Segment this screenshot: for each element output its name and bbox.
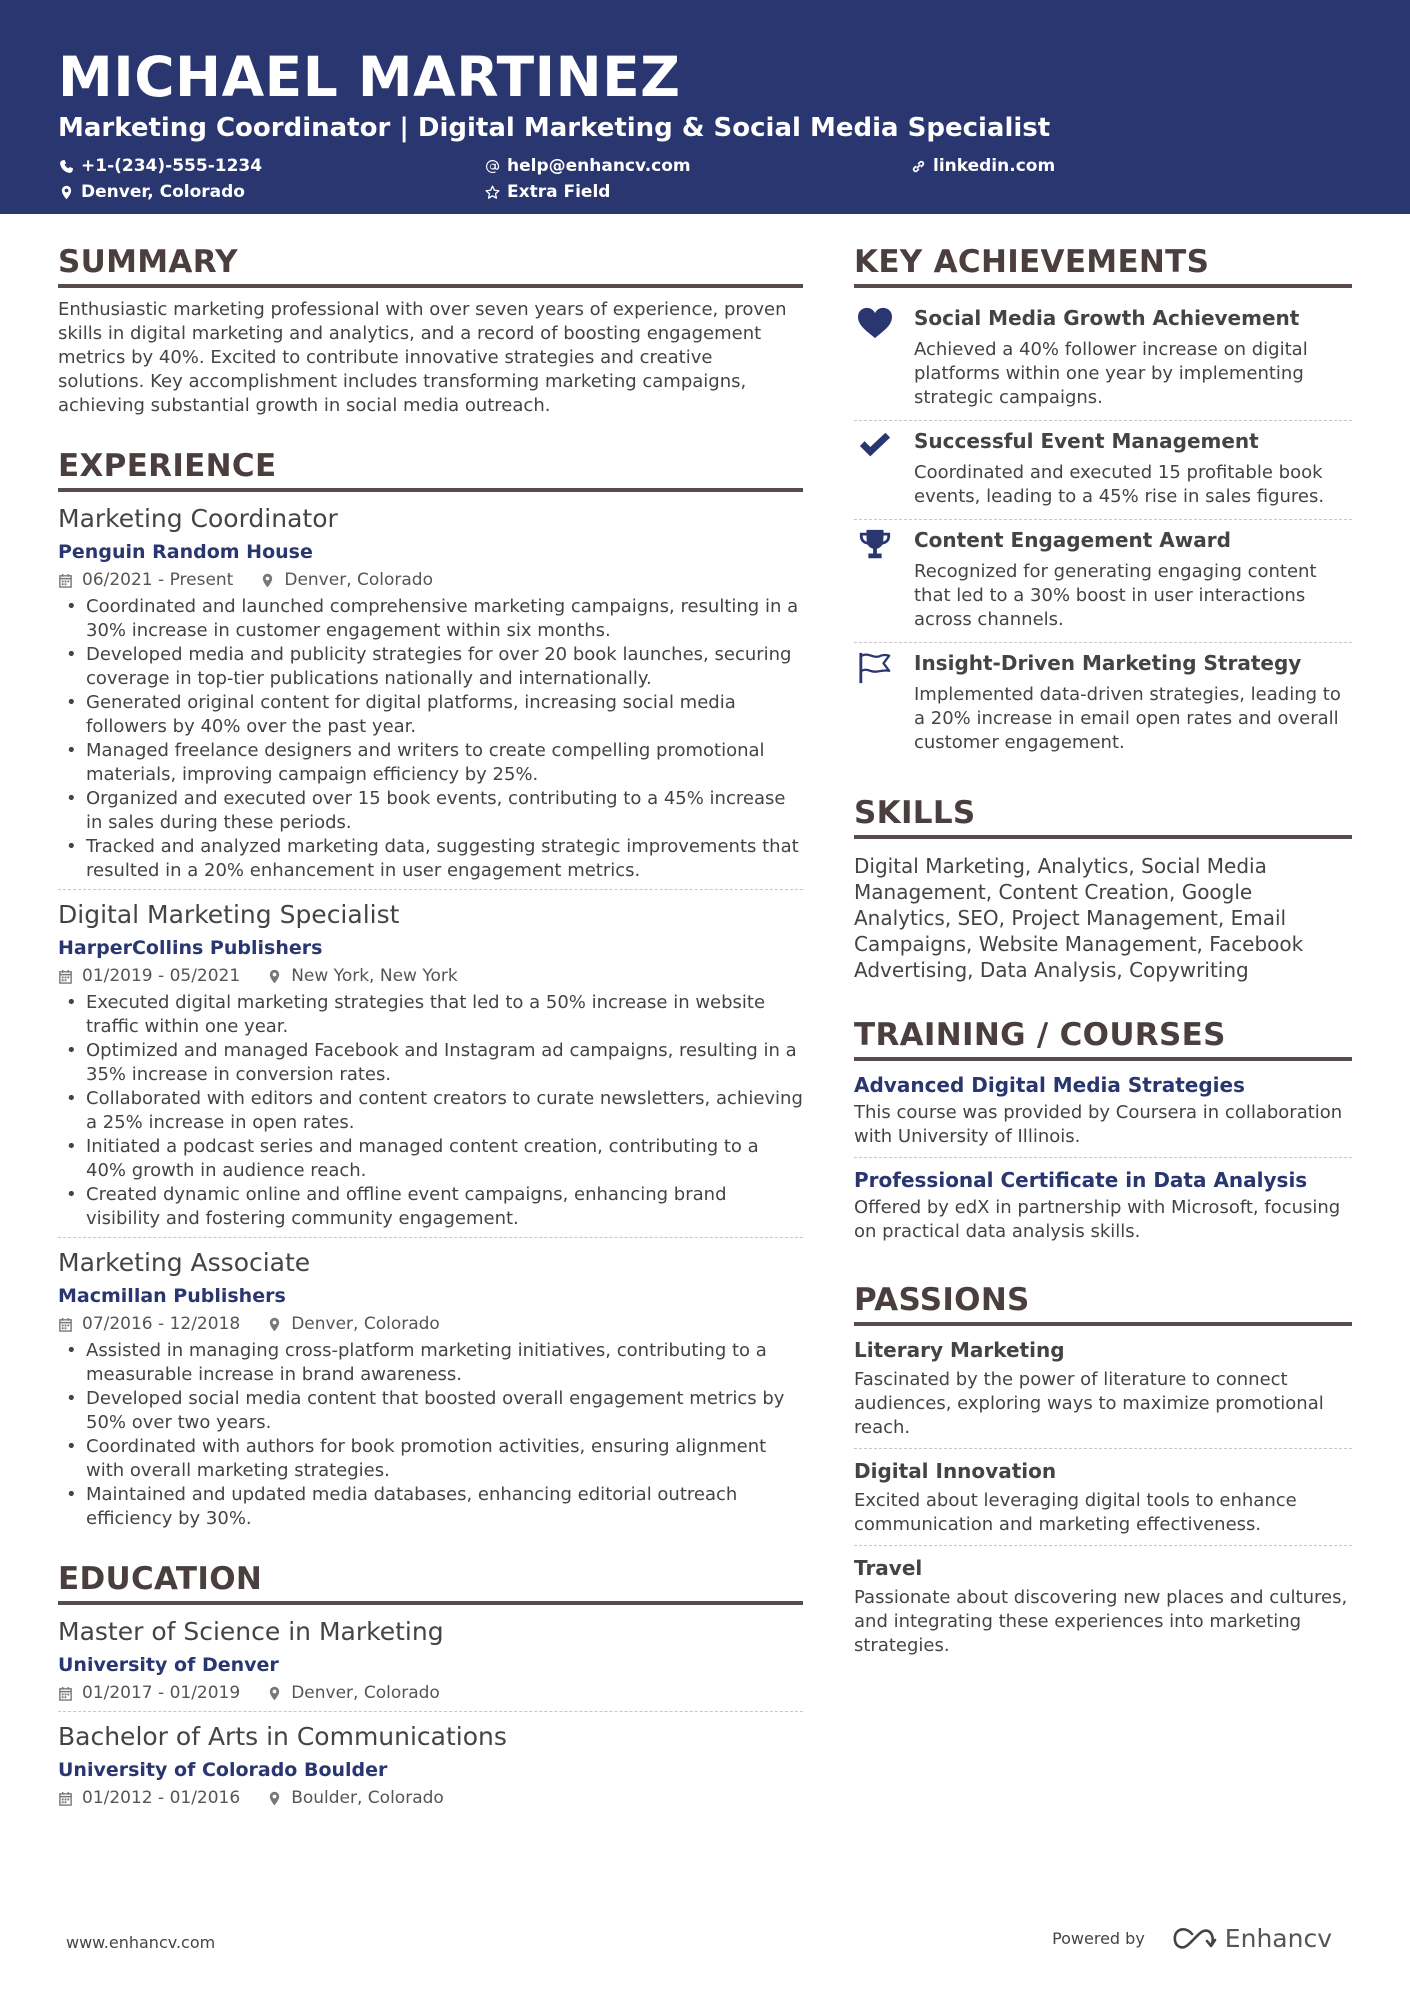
location-pin-icon [260, 573, 275, 588]
bullet-item: • Maintained and updated media databases, enhancing editorial outreach efficiency by 30%. [58, 1483, 803, 1531]
email-text: help@enhancv.com [507, 156, 691, 176]
passions-heading: PASSIONS [854, 1280, 1352, 1326]
calendar-icon [58, 1317, 73, 1332]
job-title: Marketing Associate [58, 1248, 311, 1277]
candidate-title: Marketing Coordinator | Digital Marketing & Social Media Specialist [58, 113, 1051, 143]
skills-heading: SKILLS [854, 793, 1352, 839]
training-section [854, 1015, 1352, 1252]
summary-heading: SUMMARY [58, 242, 803, 288]
training-heading: TRAINING / COURSES [854, 1015, 1352, 1061]
bullet-item: • Executed digital marketing strategies that led to a 50% increase in website traffic within one year. [58, 991, 803, 1039]
job-meta [58, 964, 803, 988]
bullet-item: • Assisted in managing cross-platform marketing initiatives, contributing to a measurable increase in brand awareness. [58, 1339, 803, 1387]
contact-linkedin[interactable] [910, 156, 1310, 176]
achievement-desc: Implemented data-driven strategies, leading to a 20% increase in email open rates and overall customer engagement. [914, 684, 1341, 753]
education-location: Boulder, Colorado [291, 1788, 444, 1808]
left-column [58, 242, 803, 1844]
star-icon [484, 184, 500, 200]
bullet-item: • Organized and executed over 15 book events, contributing to a 45% increase in sales during these periods. [58, 787, 803, 835]
job-dates: 06/2021 - Present [82, 570, 234, 590]
candidate-name: MICHAEL MARTINEZ [58, 45, 681, 109]
location-pin-icon [267, 1317, 282, 1332]
course-desc: This course was provided by Coursera in collaboration with University of Illinois. [854, 1102, 1343, 1147]
school-name: University of Colorado Boulder [58, 1759, 388, 1781]
heart-icon [856, 306, 894, 340]
education-meta [58, 1681, 803, 1705]
enhancv-logo-icon [1171, 1926, 1217, 1952]
passion-desc: Fascinated by the power of literature to connect audiences, exploring ways to maximize promotional reach. [854, 1369, 1324, 1438]
degree-title: Bachelor of Arts in Communications [58, 1722, 507, 1751]
resume-header [0, 0, 1410, 214]
job-location: Denver, Colorado [291, 1314, 440, 1334]
location-pin-icon [267, 1686, 282, 1701]
achievement-item [854, 643, 1352, 765]
location-pin-icon [267, 969, 282, 984]
footer-website[interactable]: www.enhancv.com [66, 1933, 216, 1952]
phone-icon [58, 158, 74, 174]
education-dates: 01/2017 - 01/2019 [82, 1683, 241, 1703]
contact-location [58, 182, 484, 202]
powered-by-text: Powered by [1052, 1929, 1145, 1948]
education-entry [58, 1720, 803, 1816]
bullet-item: • Generated original content for digital platforms, increasing social media followers by 40% over the past year. [58, 691, 803, 739]
experience-heading: EXPERIENCE [58, 446, 803, 492]
bullet-item: • Coordinated with authors for book promotion activities, ensuring alignment with overall marketing strategies. [58, 1435, 803, 1483]
extra-text: Extra Field [507, 182, 611, 202]
check-icon [856, 429, 894, 463]
job-bullets [58, 1339, 803, 1531]
link-icon [910, 158, 926, 174]
company-name: Penguin Random House [58, 541, 313, 563]
enhancv-logo[interactable] [1171, 1924, 1332, 1953]
passion-item [854, 1457, 1352, 1546]
company-name: Macmillan Publishers [58, 1285, 286, 1307]
passion-title: Travel [854, 1556, 923, 1580]
job-location: Denver, Colorado [284, 570, 433, 590]
achievements-section [854, 242, 1352, 765]
passion-item [854, 1336, 1352, 1449]
passion-title: Digital Innovation [854, 1459, 1057, 1483]
bullet-item: • Coordinated and launched comprehensive marketing campaigns, resulting in a 30% increase in customer engagement within six months. [58, 595, 803, 643]
location-pin-icon [267, 1791, 282, 1806]
experience-section [58, 446, 803, 1537]
passion-item [854, 1554, 1352, 1666]
linkedin-text: linkedin.com [933, 156, 1056, 176]
education-section [58, 1559, 803, 1816]
at-icon [484, 158, 500, 174]
bullet-item: • Managed freelance designers and writers to create compelling promotional materials, improving campaign efficiency by 25%. [58, 739, 803, 787]
passion-desc: Passionate about discovering new places and cultures, and integrating these experiences into marketing strategies. [854, 1587, 1348, 1656]
brand-name: Enhancv [1224, 1924, 1332, 1953]
course-title: Professional Certificate in Data Analysis [854, 1168, 1308, 1192]
course-desc: Offered by edX in partnership with Microsoft, focusing on practical data analysis skills. [854, 1197, 1341, 1242]
achievement-title: Social Media Growth Achievement [914, 306, 1300, 330]
achievement-item [854, 298, 1352, 421]
location-text: Denver, Colorado [81, 182, 245, 202]
contact-phone[interactable] [58, 156, 484, 176]
course-title: Advanced Digital Media Strategies [854, 1073, 1245, 1097]
achievement-title: Insight-Driven Marketing Strategy [914, 651, 1302, 675]
job-entry [58, 898, 803, 1238]
education-entry [58, 1615, 803, 1712]
location-pin-icon [58, 184, 74, 200]
contact-email[interactable] [484, 156, 910, 176]
job-dates: 01/2019 - 05/2021 [82, 966, 241, 986]
course-item [854, 1071, 1352, 1158]
job-entry [58, 1246, 803, 1537]
job-meta [58, 1312, 803, 1336]
company-name: HarperCollins Publishers [58, 937, 323, 959]
achievement-title: Successful Event Management [914, 429, 1259, 453]
achievement-item [854, 421, 1352, 520]
job-title: Marketing Coordinator [58, 504, 338, 533]
job-title: Digital Marketing Specialist [58, 900, 400, 929]
job-entry [58, 502, 803, 890]
job-location: New York, New York [291, 966, 458, 986]
job-dates: 07/2016 - 12/2018 [82, 1314, 241, 1334]
bullet-item: • Optimized and managed Facebook and Instagram ad campaigns, resulting in a 35% increase in conversion rates. [58, 1039, 803, 1087]
education-heading: EDUCATION [58, 1559, 803, 1605]
calendar-icon [58, 969, 73, 984]
skills-section [854, 793, 1352, 983]
phone-text: +1-(234)-555-1234 [81, 156, 263, 176]
contact-list [58, 156, 1352, 202]
achievement-item [854, 520, 1352, 643]
achievements-heading: KEY ACHIEVEMENTS [854, 242, 1352, 288]
degree-title: Master of Science in Marketing [58, 1617, 444, 1646]
skills-text: Digital Marketing, Analytics, Social Media Management, Content Creation, Google Analytics, SEO, Project Management, Email Campaigns, Website Management, Facebook Advertising, Data Analysis, Copywriting [854, 854, 1304, 982]
bullet-item: • Developed media and publicity strategies for over 20 book launches, securing coverage in top-tier publications nationally and internationally. [58, 643, 803, 691]
education-location: Denver, Colorado [291, 1683, 440, 1703]
achievement-desc: Recognized for generating engaging content that led to a 30% boost in user interactions across channels. [914, 561, 1317, 630]
achievement-desc: Coordinated and executed 15 profitable book events, leading to a 45% rise in sales figures. [914, 462, 1325, 507]
job-bullets [58, 595, 803, 883]
course-item [854, 1166, 1352, 1252]
summary-section [58, 242, 803, 418]
achievement-desc: Achieved a 40% follower increase on digital platforms within one year by implementing strategic campaigns. [914, 339, 1308, 408]
bullet-item: • Collaborated with editors and content creators to curate newsletters, achieving a 25% increase in open rates. [58, 1087, 803, 1135]
summary-text: Enthusiastic marketing professional with over seven years of experience, proven skills in digital marketing and analytics, and a record of boosting engagement metrics by 40%. Excited to contribute innovative strategies and creative solutions. Key accomplishment includes transforming marketing campaigns, achieving substantial growth in social media outreach. [58, 299, 787, 416]
calendar-icon [58, 1791, 73, 1806]
flag-icon [856, 651, 894, 685]
passion-desc: Excited about leveraging digital tools to enhance communication and marketing effectiveness. [854, 1490, 1297, 1535]
bullet-item: • Created dynamic online and offline event campaigns, enhancing brand visibility and fostering community engagement. [58, 1183, 803, 1231]
education-dates: 01/2012 - 01/2016 [82, 1788, 241, 1808]
education-meta [58, 1786, 803, 1810]
passion-title: Literary Marketing [854, 1338, 1065, 1362]
bullet-item: • Developed social media content that boosted overall engagement metrics by 50% over two years. [58, 1387, 803, 1435]
footer-branding [1052, 1924, 1332, 1953]
job-bullets [58, 991, 803, 1231]
calendar-icon [58, 1686, 73, 1701]
bullet-item: • Initiated a podcast series and managed content creation, contributing to a 40% growth in audience reach. [58, 1135, 803, 1183]
contact-extra [484, 182, 910, 202]
bullet-item: • Tracked and analyzed marketing data, suggesting strategic improvements that resulted in a 20% enhancement in user engagement metrics. [58, 835, 803, 883]
job-meta [58, 568, 803, 592]
achievement-title: Content Engagement Award [914, 528, 1231, 552]
school-name: University of Denver [58, 1654, 279, 1676]
trophy-icon [856, 528, 894, 562]
right-column [854, 242, 1352, 1694]
calendar-icon [58, 573, 73, 588]
passions-section [854, 1280, 1352, 1666]
